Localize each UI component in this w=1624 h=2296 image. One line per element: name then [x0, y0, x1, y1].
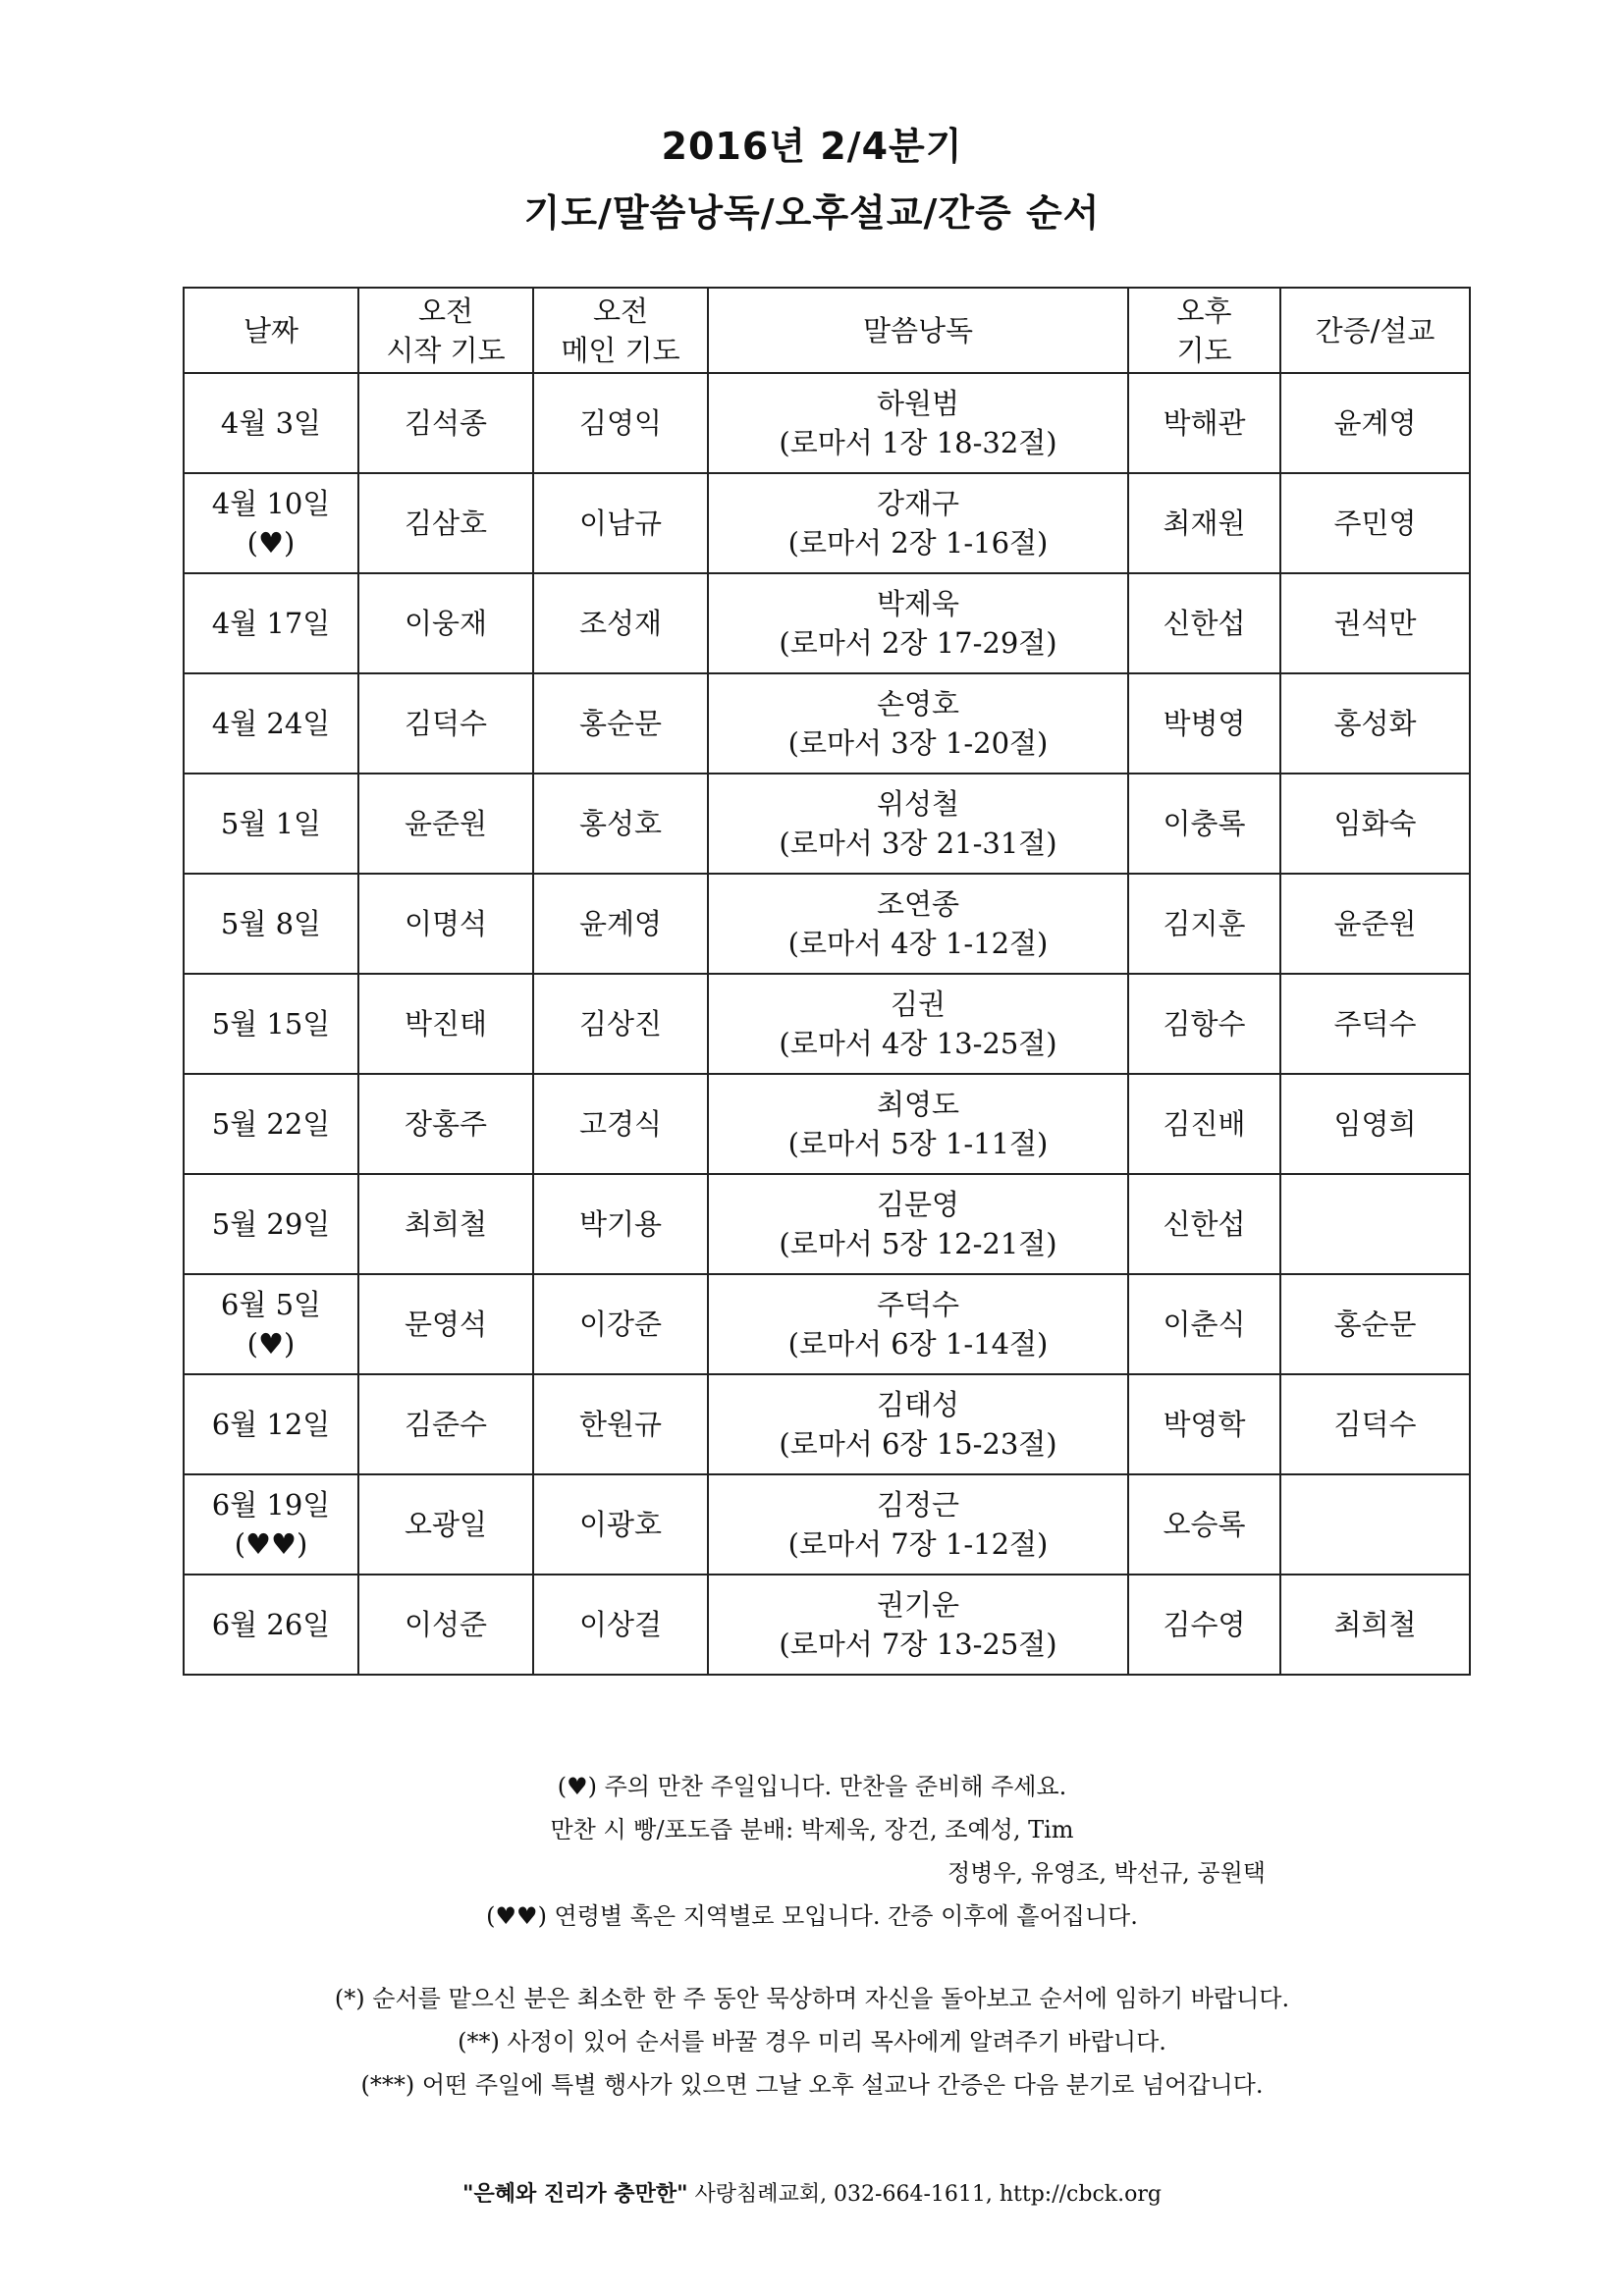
cell-morning-main-prayer: 이남규	[533, 473, 708, 573]
cell-morning-opening-prayer: 오광일	[358, 1474, 533, 1575]
scripture-passage: (로마서 4장 1-12절)	[787, 927, 1049, 960]
scripture-passage: (로마서 5장 12-21절)	[779, 1227, 1057, 1260]
cell-morning-opening-prayer: 박진태	[358, 974, 533, 1074]
table-row	[184, 673, 1470, 774]
reader-name: 손영호	[876, 687, 960, 721]
cell-date: 4월 24일	[184, 673, 358, 774]
cell-testimony-sermon: 권석만	[1280, 573, 1470, 673]
document-subtitle: 기도/말씀낭독/오후설교/간증 순서	[523, 191, 1101, 235]
table-row	[184, 1374, 1470, 1474]
table-header-row	[184, 288, 1470, 373]
cell-scripture-reading	[708, 774, 1128, 874]
cell-afternoon-prayer: 김진배	[1128, 1074, 1280, 1174]
reader-name: 주덕수	[876, 1288, 960, 1321]
scripture-passage: (로마서 4장 13-25절)	[779, 1027, 1057, 1060]
cell-afternoon-prayer: 최재원	[1128, 473, 1280, 573]
reader-name: 위성철	[876, 787, 960, 821]
cell-morning-main-prayer: 고경식	[533, 1074, 708, 1174]
header-testimony-sermon: 간증/설교	[1280, 288, 1470, 373]
table-row	[184, 1575, 1470, 1675]
note-communion-servers-cont: 정병우, 유영조, 박선규, 공원택	[947, 1859, 1266, 1887]
scripture-passage: (로마서 2장 17-29절)	[779, 626, 1057, 660]
cell-testimony-sermon: 홍성화	[1280, 673, 1470, 774]
cell-morning-main-prayer: 박기용	[533, 1174, 708, 1274]
header-scripture-reading: 말씀낭독	[708, 288, 1128, 373]
table-row	[184, 1074, 1470, 1174]
cell-date: 5월 1일	[184, 774, 358, 874]
note-group-sunday: (♥♥) 연령별 혹은 지역별로 모입니다. 간증 이후에 흩어집니다.	[486, 1902, 1138, 1930]
cell-scripture-reading	[708, 473, 1128, 573]
header-morning-opening-prayer: 오전 시작 기도	[358, 288, 533, 373]
cell-morning-opening-prayer: 김석종	[358, 373, 533, 473]
document-title: 2016년 2/4분기	[661, 125, 963, 168]
reader-name: 권기운	[876, 1588, 960, 1622]
scripture-passage: (로마서 6장 1-14절)	[787, 1327, 1049, 1361]
header-date: 날짜	[184, 288, 358, 373]
cell-morning-opening-prayer: 장홍주	[358, 1074, 533, 1174]
table-row	[184, 974, 1470, 1074]
cell-afternoon-prayer: 오승록	[1128, 1474, 1280, 1575]
cell-morning-opening-prayer: 윤준원	[358, 774, 533, 874]
cell-testimony-sermon: 윤계영	[1280, 373, 1470, 473]
communion-mark-icon: (♥)	[246, 526, 296, 560]
cell-date: 6월 5일 (♥)	[184, 1274, 358, 1374]
church-contact-info: 사랑침례교회, 032-664-1611, http://cbck.org	[687, 2182, 1162, 2207]
cell-testimony-sermon: 홍순문	[1280, 1274, 1470, 1374]
cell-afternoon-prayer: 신한섭	[1128, 573, 1280, 673]
cell-scripture-reading	[708, 1575, 1128, 1675]
schedule-body	[184, 373, 1470, 1675]
header-afternoon-prayer: 오후 기도	[1128, 288, 1280, 373]
cell-morning-main-prayer: 김영익	[533, 373, 708, 473]
reader-name: 박제욱	[876, 587, 960, 620]
table-row	[184, 1174, 1470, 1274]
table-row	[184, 774, 1470, 874]
reader-name: 강재구	[876, 487, 960, 520]
reader-name: 하원범	[876, 387, 960, 420]
church-slogan: "은혜와 진리가 충만한"	[462, 2182, 688, 2207]
cell-morning-opening-prayer: 문영석	[358, 1274, 533, 1374]
cell-date: 6월 26일	[184, 1575, 358, 1675]
cell-afternoon-prayer: 이충록	[1128, 774, 1280, 874]
cell-testimony-sermon: 최희철	[1280, 1575, 1470, 1675]
scripture-passage: (로마서 3장 21-31절)	[779, 827, 1057, 860]
cell-morning-opening-prayer: 이웅재	[358, 573, 533, 673]
cell-testimony-sermon: 임화숙	[1280, 774, 1470, 874]
cell-date: 4월 3일	[184, 373, 358, 473]
cell-testimony-sermon: 임영희	[1280, 1074, 1470, 1174]
cell-morning-main-prayer: 윤계영	[533, 874, 708, 974]
cell-afternoon-prayer: 김항수	[1128, 974, 1280, 1074]
footer	[0, 2177, 1624, 2208]
cell-morning-opening-prayer: 최희철	[358, 1174, 533, 1274]
header-morning-main-prayer: 오전 메인 기도	[533, 288, 708, 373]
cell-afternoon-prayer: 이춘식	[1128, 1274, 1280, 1374]
cell-date: 5월 29일	[184, 1174, 358, 1274]
cell-date: 5월 22일	[184, 1074, 358, 1174]
table-row	[184, 573, 1470, 673]
cell-testimony-sermon	[1280, 1174, 1470, 1274]
note-meditation: (*) 순서를 맡으신 분은 최소한 한 주 동안 묵상하며 자신을 돌아보고 순서에 임하기 바랍니다.	[334, 1985, 1290, 2012]
cell-afternoon-prayer: 김수영	[1128, 1575, 1280, 1675]
table-row	[184, 1474, 1470, 1575]
cell-scripture-reading	[708, 974, 1128, 1074]
cell-morning-main-prayer: 홍순문	[533, 673, 708, 774]
cell-morning-opening-prayer: 김준수	[358, 1374, 533, 1474]
scripture-passage: (로마서 6장 15-23절)	[779, 1427, 1057, 1461]
reader-name: 김태성	[876, 1388, 960, 1421]
cell-date: 6월 12일	[184, 1374, 358, 1474]
cell-testimony-sermon: 윤준원	[1280, 874, 1470, 974]
note-special-event: (***) 어떤 주일에 특별 행사가 있으면 그날 오후 설교나 간증은 다음 분기로 넘어갑니다.	[360, 2071, 1264, 2099]
cell-scripture-reading	[708, 874, 1128, 974]
cell-morning-main-prayer: 홍성호	[533, 774, 708, 874]
cell-scripture-reading	[708, 1274, 1128, 1374]
cell-testimony-sermon: 김덕수	[1280, 1374, 1470, 1474]
cell-morning-main-prayer: 조성재	[533, 573, 708, 673]
scripture-passage: (로마서 7장 13-25절)	[779, 1628, 1057, 1661]
note-communion-servers: 만찬 시 빵/포도즙 분배: 박제욱, 장건, 조예성, Tim	[550, 1816, 1074, 1843]
cell-scripture-reading	[708, 373, 1128, 473]
cell-scripture-reading	[708, 573, 1128, 673]
reader-name: 최영도	[876, 1088, 960, 1121]
schedule-table	[183, 287, 1471, 1676]
cell-scripture-reading	[708, 1474, 1128, 1575]
cell-afternoon-prayer: 박해관	[1128, 373, 1280, 473]
cell-scripture-reading	[708, 1074, 1128, 1174]
table-row	[184, 473, 1470, 573]
cell-morning-main-prayer: 이강준	[533, 1274, 708, 1374]
cell-morning-main-prayer: 이광호	[533, 1474, 708, 1575]
cell-afternoon-prayer: 김지훈	[1128, 874, 1280, 974]
cell-morning-main-prayer: 한원규	[533, 1374, 708, 1474]
communion-mark-icon: (♥♥)	[234, 1527, 308, 1561]
cell-date: 6월 19일 (♥♥)	[184, 1474, 358, 1575]
scripture-passage: (로마서 1장 18-32절)	[779, 426, 1057, 459]
cell-afternoon-prayer: 박영학	[1128, 1374, 1280, 1474]
cell-date: 4월 17일	[184, 573, 358, 673]
cell-date: 5월 8일	[184, 874, 358, 974]
cell-testimony-sermon: 주민영	[1280, 473, 1470, 573]
scripture-passage: (로마서 5장 1-11절)	[787, 1127, 1049, 1160]
table-row	[184, 1274, 1470, 1374]
cell-morning-opening-prayer: 김덕수	[358, 673, 533, 774]
cell-morning-main-prayer: 김상진	[533, 974, 708, 1074]
cell-morning-opening-prayer: 이명석	[358, 874, 533, 974]
table-row	[184, 874, 1470, 974]
cell-morning-main-prayer: 이상걸	[533, 1575, 708, 1675]
reader-name: 김문영	[876, 1188, 960, 1221]
note-schedule-change: (**) 사정이 있어 순서를 바꿀 경우 미리 목사에게 알려주기 바랍니다.	[458, 2028, 1166, 2056]
cell-afternoon-prayer: 박병영	[1128, 673, 1280, 774]
cell-testimony-sermon	[1280, 1474, 1470, 1575]
scripture-passage: (로마서 2장 1-16절)	[787, 526, 1049, 560]
communion-mark-icon: (♥)	[246, 1327, 296, 1361]
cell-testimony-sermon: 주덕수	[1280, 974, 1470, 1074]
cell-morning-opening-prayer: 이성준	[358, 1575, 533, 1675]
cell-scripture-reading	[708, 1174, 1128, 1274]
cell-scripture-reading	[708, 1374, 1128, 1474]
cell-date: 4월 10일 (♥)	[184, 473, 358, 573]
scripture-passage: (로마서 7장 1-12절)	[787, 1527, 1049, 1561]
cell-morning-opening-prayer: 김삼호	[358, 473, 533, 573]
cell-afternoon-prayer: 신한섭	[1128, 1174, 1280, 1274]
reader-name: 조연종	[876, 887, 960, 921]
cell-date: 5월 15일	[184, 974, 358, 1074]
scripture-passage: (로마서 3장 1-20절)	[787, 726, 1049, 760]
reader-name: 김권	[890, 988, 947, 1021]
cell-scripture-reading	[708, 673, 1128, 774]
table-row	[184, 373, 1470, 473]
reader-name: 김정근	[876, 1488, 960, 1522]
note-communion-sunday: (♥) 주의 만찬 주일입니다. 만찬을 준비해 주세요.	[557, 1773, 1067, 1800]
